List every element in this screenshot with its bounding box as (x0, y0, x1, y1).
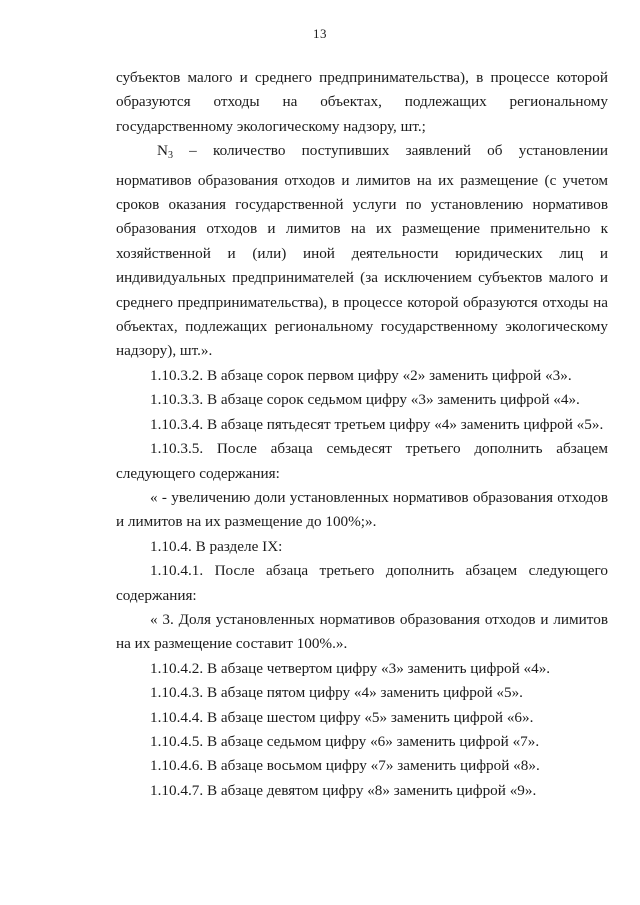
amendment-1-10-4-5: 1.10.4.5. В абзаце седьмом цифру «6» заменить цифрой «7». (150, 732, 540, 750)
paragraph-continuation: субъектов малого и среднего предпринимательства), в процессе которой образуются отходы на объектах, подлежащих региональному государственному экологическому надзору, шт.; (116, 69, 608, 135)
amendment-1-10-3-2: 1.10.3.2. В абзаце сорок первом цифру «2» заменить цифрой «3». (150, 366, 572, 384)
amendment-1-10-4-1: 1.10.4.1. После абзаца третьего дополнить абзацем следующего содержания: (116, 562, 608, 604)
quoted-insertion-1: « - увеличению доли установленных нормативов образования отходов и лимитов на их размещение до 100%;». (116, 488, 608, 531)
paragraph-text: – количество поступивших заявлений об установлении нормативов образования отходов и лимитов на их размещение (с учетом сроков оказания государственной услуги по установлению нормативов образования отходов и лимитов на их размещение применительно к хозяйственной и (или) иной деятельности юридических лиц и индивидуальных предпринимателей (за исключением субъектов малого и среднего предпринимательства), в процессе которой образуются отходы на объектах, подлежащих региональному государственному экологическому надзору), шт.». (116, 142, 608, 360)
paragraph-n3-definition (116, 139, 608, 364)
section-heading-1-10-4: 1.10.4. В разделе IX: (150, 537, 283, 555)
page-number: 13 (313, 26, 327, 41)
amendment-1-10-4-3: 1.10.4.3. В абзаце пятом цифру «4» заменить цифрой «5». (150, 684, 523, 702)
document-body (116, 66, 608, 803)
amendment-1-10-3-4: 1.10.3.4. В абзаце пятьдесят третьем цифру «4» заменить цифрой «5». (150, 415, 604, 433)
amendment-1-10-4-4: 1.10.4.4. В абзаце шестом цифру «5» заменить цифрой «6». (150, 708, 534, 726)
amendment-1-10-3-5: 1.10.3.5. После абзаца семьдесят третьего дополнить абзацем следующего содержания: (116, 440, 608, 482)
amendment-1-10-3-3: 1.10.3.3. В абзаце сорок седьмом цифру «3» заменить цифрой «4». (150, 391, 580, 409)
formula-symbol: N (157, 142, 168, 160)
amendment-1-10-4-6: 1.10.4.6. В абзаце восьмом цифру «7» заменить цифрой «8». (150, 757, 540, 775)
quoted-insertion-2: « 3. Доля установленных нормативов образования отходов и лимитов на их размещение составит 100%.». (116, 610, 608, 653)
formula-subscript: 3 (167, 150, 173, 162)
amendment-1-10-4-7: 1.10.4.7. В абзаце девятом цифру «8» заменить цифрой «9». (150, 781, 537, 799)
amendment-1-10-4-2: 1.10.4.2. В абзаце четвертом цифру «3» заменить цифрой «4». (150, 659, 551, 677)
